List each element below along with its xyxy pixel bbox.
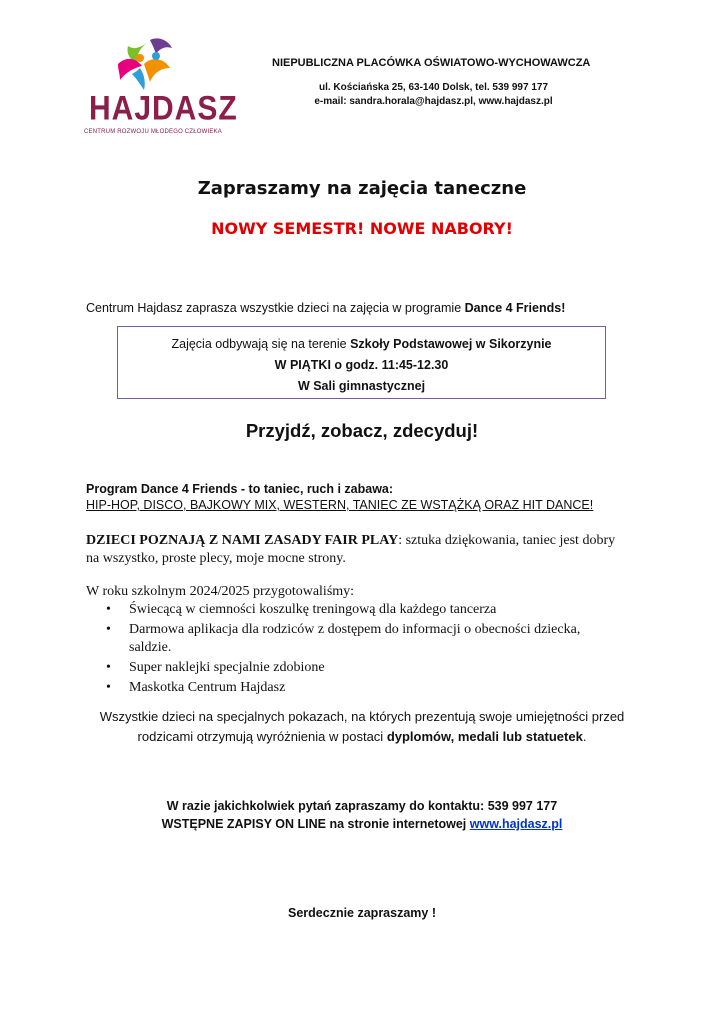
list-item (106, 621, 606, 657)
fair-play-text: : sztuka dziękowania, taniec jest dobry na wszystko, proste plecy, moje mocne strony. (86, 533, 616, 566)
info-location-text: Zajęcia odbywają się na terenie (171, 337, 351, 351)
call-to-action: Przyjdź, zobacz, zdecyduj! (245, 420, 479, 441)
intro-text: Centrum Hajdasz zaprasza wszystkie dzieci na zajęcia w programie (86, 301, 465, 315)
page-subtitle: NOWY SEMESTR! NOWE NABORY! (211, 219, 513, 238)
info-room (118, 376, 605, 397)
page-title: Zapraszamy na zajęcia taneczne (197, 178, 527, 199)
brand-name: HAJDASZ (89, 89, 238, 128)
info-time-text: W PIĄTKI o godz. 11:45-12.30 (274, 358, 449, 372)
prepared-list (106, 601, 606, 699)
bullet-icon: • (106, 622, 111, 637)
website-link[interactable]: www.hajdasz.pl (469, 817, 563, 831)
list-item (106, 659, 606, 677)
list-item-text: Super naklejki specjalnie zdobione (129, 660, 325, 675)
awards-bold: dyplomów, medali lub statuetek (386, 729, 583, 744)
info-box (117, 326, 606, 399)
org-name: NIEPUBLICZNA PLACÓWKA OŚWIATOWO-WYCHOWAWCZA (272, 57, 591, 69)
list-item-text: Świecącą w ciemności koszulkę treningową dla każdego tancerza (129, 602, 497, 617)
program-styles: HIP-HOP, DISCO, BAJKOWY MIX, WESTERN, TANIEC ZE WSTĄŻKĄ ORAZ HIT DANCE! (86, 498, 594, 512)
list-item-text: Darmowa aplikacja dla rodziców z dostępem do informacji o obecności dziecka, saldzie. (129, 622, 581, 655)
fair-play-paragraph (86, 532, 616, 568)
info-room-text: W Sali gimnastycznej (297, 379, 426, 393)
contact-phone-line: W razie jakichkolwiek pytań zapraszamy do kontaktu: 539 997 177 (166, 799, 558, 813)
org-email: e-mail: sandra.horala@hajdasz.pl, www.hajdasz.pl (314, 96, 553, 107)
fair-play-heading: DZIECI POZNAJĄ Z NAMI ZASADY FAIR PLAY (86, 533, 399, 548)
awards-end: . (582, 729, 587, 744)
list-item-text: Maskotka Centrum Hajdasz (129, 680, 286, 695)
bullet-icon: • (106, 602, 111, 617)
info-time (118, 355, 605, 376)
prepared-heading: W roku szkolnym 2024/2025 przygotowaliśmy: (86, 584, 355, 599)
info-location-school: Szkoły Podstawowej w Sikorzynie (350, 337, 552, 351)
bullet-icon: • (106, 660, 111, 675)
contact-signup-line (0, 815, 724, 833)
list-item (106, 601, 606, 619)
closing-text: Serdecznie zapraszamy ! (288, 906, 436, 920)
awards-paragraph (86, 707, 638, 747)
bullet-icon: • (106, 680, 111, 695)
intro-paragraph (86, 301, 565, 315)
info-location (118, 334, 605, 355)
program-heading: Program Dance 4 Friends - to taniec, ruch i zabawa: (86, 482, 394, 496)
awards-text: Wszystkie dzieci na specjalnych pokazach, na których prezentują swoje umiejętności przed rodzicami otrzymują wyróżnienia w postaci (99, 709, 625, 744)
brand-subtitle: CENTRUM ROZWOJU MŁODEGO CZŁOWIEKA (84, 129, 222, 135)
org-address: ul. Kościańska 25, 63-140 Dolsk, tel. 539 997 177 (318, 82, 549, 93)
program-name: Dance 4 Friends! (464, 301, 566, 315)
list-item (106, 679, 606, 697)
contact-signup-text: WSTĘPNE ZAPISY ON LINE na stronie internetowej (161, 817, 470, 831)
contact-block (0, 797, 724, 833)
